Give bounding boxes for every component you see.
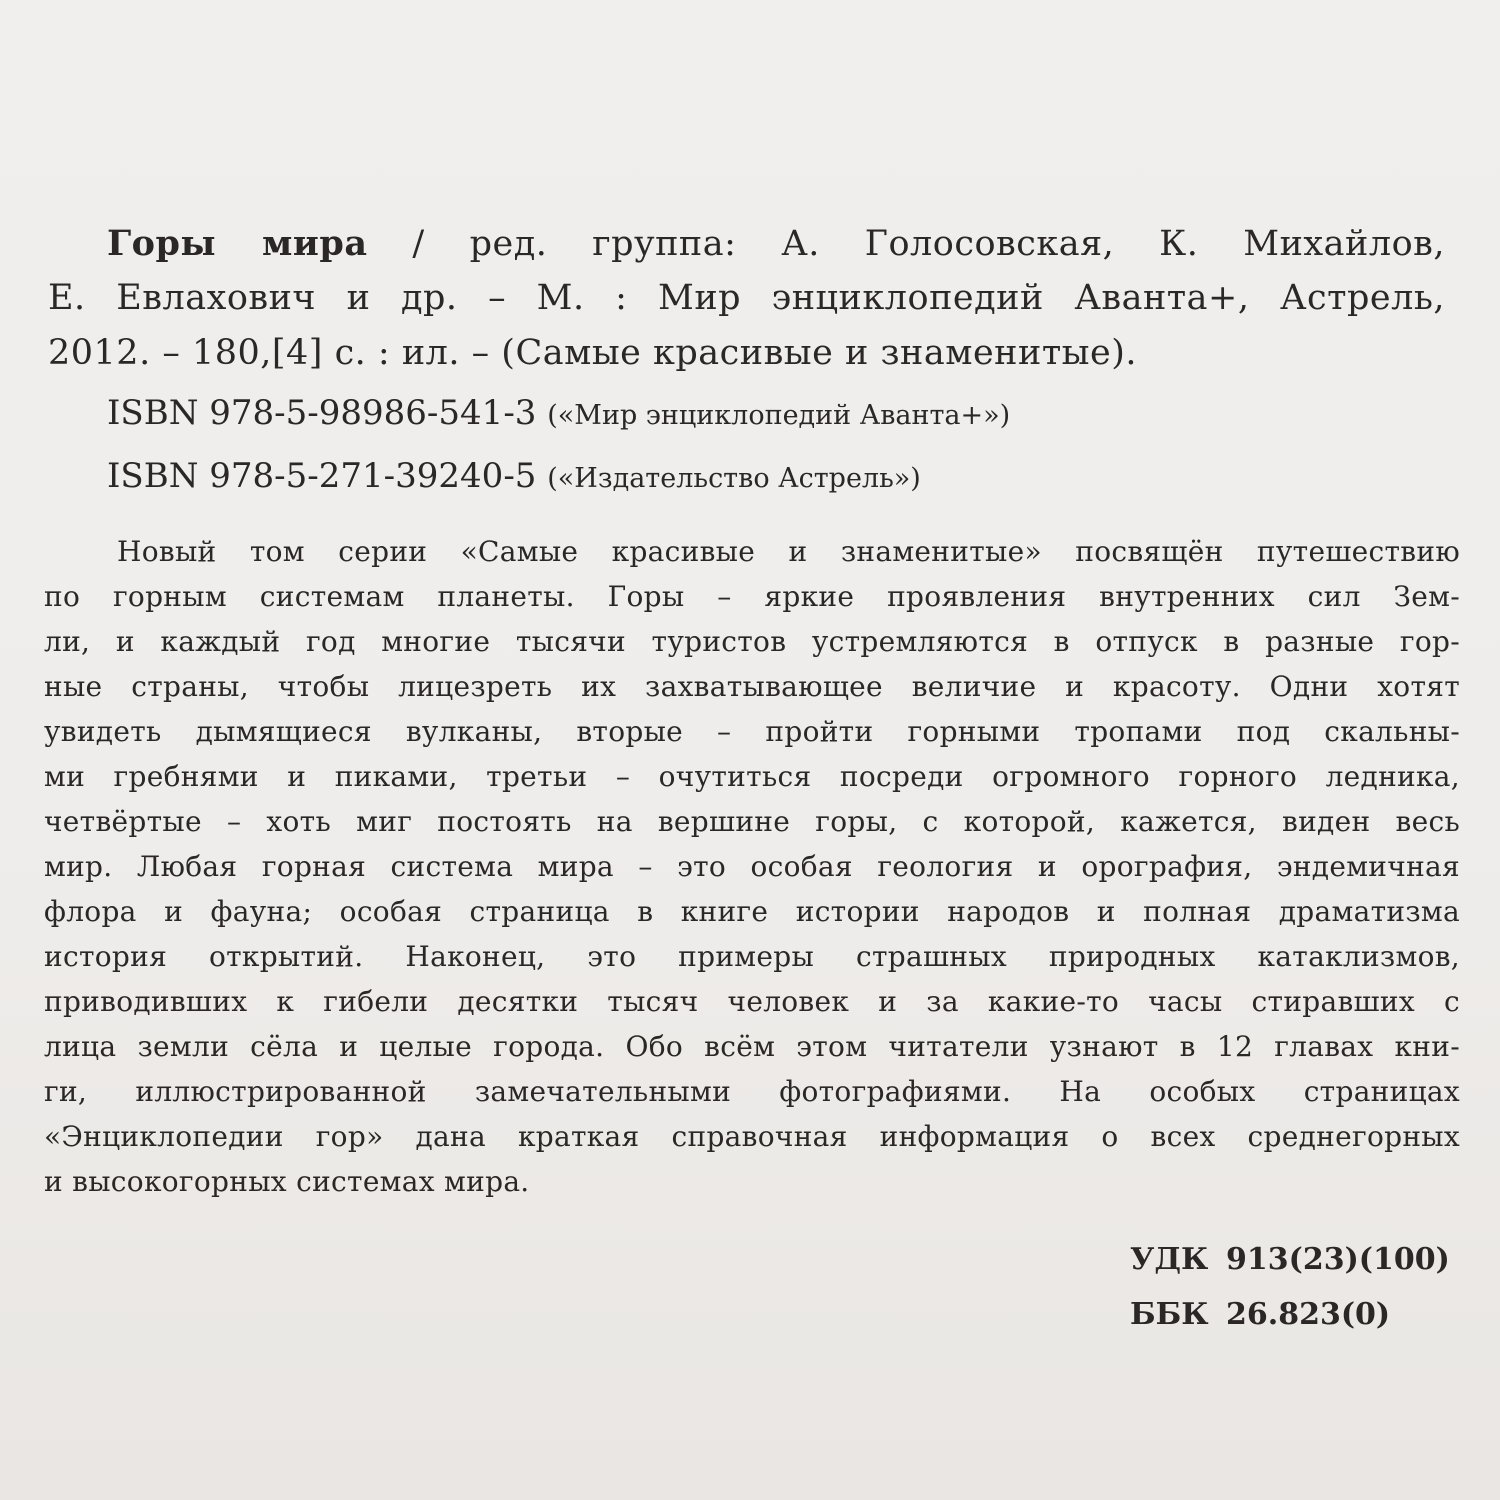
- abstract-line: Новый том серии «Самые красивые и знаменитые» посвящён путешествию: [117, 535, 1460, 568]
- udk-label: УДК: [1130, 1242, 1209, 1277]
- bbk-classification: [1130, 1297, 1390, 1332]
- abstract-line: мир. Любая горная система мира – это особая геология и орография, эндемичная: [44, 850, 1460, 883]
- isbn-number: ISBN 978-5-271-39240-5: [107, 456, 537, 496]
- abstract-line: история открытий. Наконец, это примеры страшных природных катаклизмов,: [44, 940, 1460, 973]
- bibliography-line-2: Е. Евлахович и др. – М. : Мир энциклопедий Аванта+, Астрель,: [48, 278, 1445, 318]
- isbn-line-1: [107, 393, 1011, 433]
- isbn-publisher: («Издательство Астрель»): [547, 463, 921, 494]
- editorial-group: / ред. группа: А. Голосовская, К. Михайлов,: [367, 224, 1445, 264]
- bibliography-line-3: 2012. – 180,[4] с. : ил. – (Самые красивые и знаменитые).: [48, 333, 1138, 373]
- abstract-line: ги, иллюстрированной замечательными фотографиями. На особых страницах: [44, 1075, 1460, 1108]
- bibliography-line-1: [107, 223, 1445, 264]
- udk-classification: [1130, 1242, 1450, 1277]
- abstract-line: «Энциклопедии гор» дана краткая справочная информация о всех среднегорных: [44, 1120, 1460, 1153]
- abstract-line: четвёртые – хоть миг постоять на вершине горы, с которой, кажется, виден весь: [44, 805, 1460, 838]
- abstract-line: по горным системам планеты. Горы – яркие проявления внутренних сил Зем-: [44, 580, 1460, 613]
- abstract-line: ные страны, чтобы лицезреть их захватывающее величие и красоту. Одни хотят: [44, 670, 1460, 703]
- abstract-line: и высокогорных системах мира.: [44, 1165, 530, 1198]
- abstract-line: приводивших к гибели десятки тысяч человек и за какие-то часы стиравших с: [44, 985, 1460, 1018]
- udk-value: 913(23)(100): [1226, 1242, 1450, 1277]
- bbk-value: 26.823(0): [1226, 1297, 1391, 1332]
- abstract-line: увидеть дымящиеся вулканы, вторые – пройти горными тропами под скальны-: [44, 715, 1460, 748]
- bbk-label: ББК: [1130, 1297, 1209, 1332]
- isbn-number: ISBN 978-5-98986-541-3: [107, 393, 537, 433]
- isbn-publisher: («Мир энциклопедий Аванта+»): [547, 400, 1011, 431]
- abstract-line: флора и фауна; особая страница в книге истории народов и полная драматизма: [44, 895, 1460, 928]
- isbn-line-2: [107, 456, 921, 496]
- abstract-line: ли, и каждый год многие тысячи туристов устремляются в отпуск в разные гор-: [44, 625, 1460, 658]
- book-title: Горы мира: [107, 223, 368, 264]
- abstract-line: ми гребнями и пиками, третьи – очутиться посреди огромного горного ледника,: [44, 760, 1460, 793]
- abstract-line: лица земли сёла и целые города. Обо всём этом читатели узнают в 12 главах кни-: [44, 1030, 1460, 1063]
